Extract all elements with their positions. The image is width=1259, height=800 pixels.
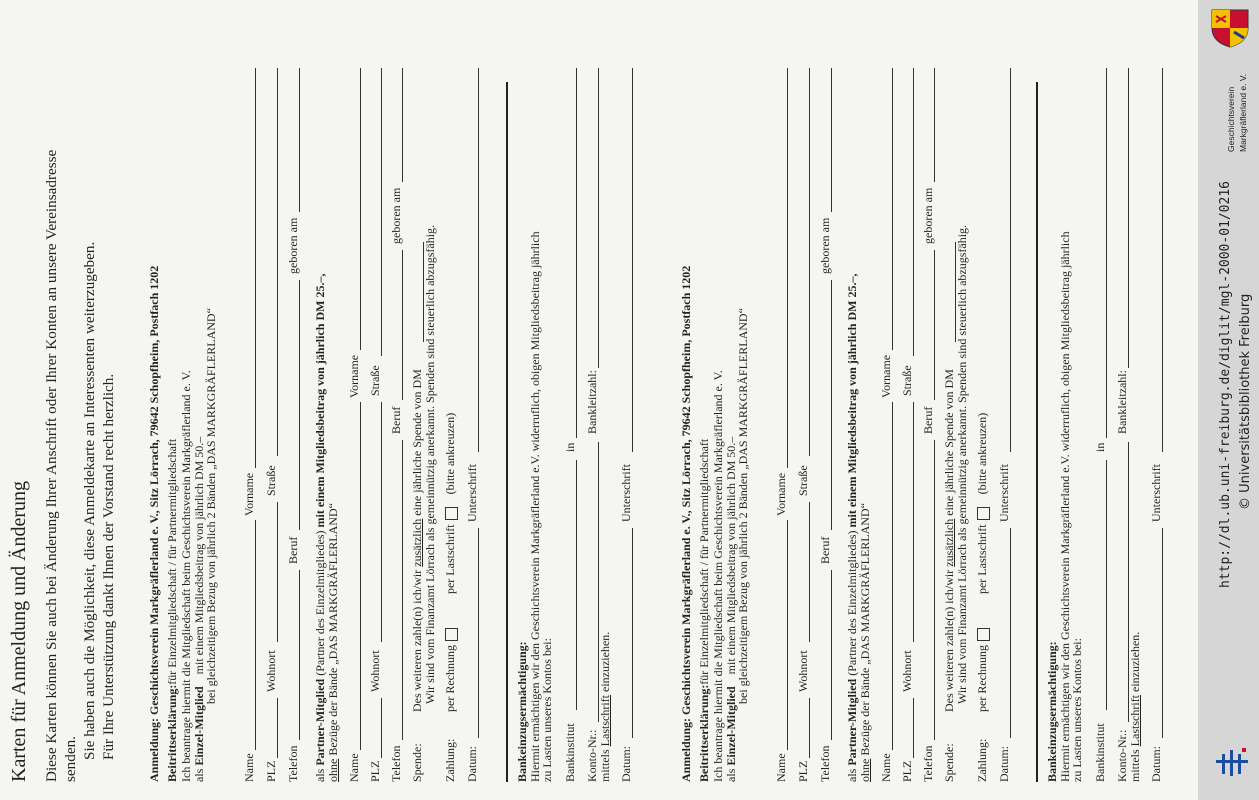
vorname-field[interactable] <box>787 68 788 468</box>
konto-label: Konto-Nr.: <box>585 729 599 782</box>
plz-field[interactable] <box>277 698 278 758</box>
unterschrift-field[interactable] <box>478 68 479 452</box>
beitritt-line: Beitrittserklärung:für Einzelmitgliedschaft / für Partnermitgliedschaft <box>697 438 711 782</box>
document-title: Karten für Anmeldung und Änderung <box>8 480 30 782</box>
partner-beruf-field[interactable] <box>934 250 935 400</box>
bankinstitut-field[interactable] <box>1106 460 1107 710</box>
spende-label: Spende: <box>410 743 424 782</box>
partner-line: als Partner-Mitglied (Partner des Einzelmitgliedes) mit einem Mitgliedsbeitrag von jährlich DM 25.–, <box>313 273 327 782</box>
card-heading: Anmeldung: Geschichtsverein Markgräflerland e. V., Sitz Lörrach, 79642 Schopfheim, Postfach 1202 <box>147 265 161 782</box>
bezug-line: bei gleichzeitigem Bezug von jährlich 2 Bänden „DAS MARKGRÄFLERLAND“ <box>204 308 218 704</box>
ohne-line: ohne Bezüge der Bände „DAS MARKGRÄFLERLAND“ <box>858 503 872 782</box>
per-rechnung-checkbox[interactable] <box>977 628 990 641</box>
geboren-label: geboren am <box>818 217 832 274</box>
per-lastschrift-checkbox[interactable] <box>977 507 990 520</box>
bank-unterschrift-field[interactable] <box>632 68 633 452</box>
partner-strasse-label: Straße <box>900 365 914 396</box>
bank-text-1: Hiermit ermächtigen wir den Geschichtsverein Markgräflerland e.V. widerruflich, obigen Mitgliedsbeitrag jährlich <box>1058 231 1072 782</box>
plz-field[interactable] <box>809 698 810 758</box>
partner-vorname-field[interactable] <box>892 68 893 350</box>
name-field[interactable] <box>255 520 256 750</box>
beruf-field[interactable] <box>299 280 300 530</box>
blz-label: Bankleitzahl: <box>1115 370 1129 434</box>
antrag-line: Ich beantrage hiermit die Mitgliedschaft beim Geschichtsverein Markgräflerland e. V. <box>179 370 193 782</box>
partner-vorname-label: Vorname <box>347 354 361 398</box>
bank-text-2: zu Lasten unseres Kontos bei: <box>540 638 554 782</box>
spende-line-1: Des weiteren zahle(n) ich/wir zusätzlich eine jährliche Spende von DM <box>410 369 424 712</box>
partner-beruf-label: Beruf <box>389 406 403 434</box>
partner-geboren-field[interactable] <box>934 68 935 182</box>
telefon-label: Telefon <box>286 745 300 782</box>
geboren-field[interactable] <box>831 68 832 212</box>
partner-telefon-label: Telefon <box>921 745 935 782</box>
partner-wohnort-field[interactable] <box>381 402 382 642</box>
partner-name-field[interactable] <box>360 402 361 750</box>
name-label: Name <box>774 753 788 782</box>
unterschrift-field[interactable] <box>1010 68 1011 452</box>
in-label: in <box>563 442 577 452</box>
partner-strasse-field[interactable] <box>381 68 382 356</box>
partner-plz-label: PLZ <box>900 760 914 782</box>
blz-label: Bankleitzahl: <box>585 370 599 434</box>
bank-heading: Bankeinzugsermächtigung: <box>1045 641 1059 782</box>
partner-vorname-label: Vorname <box>879 354 893 398</box>
name-field[interactable] <box>787 520 788 750</box>
strasse-label: Straße <box>264 465 278 496</box>
seal-name-line-2: Markgräflerland e. V. <box>1238 73 1248 152</box>
partner-vorname-field[interactable] <box>360 68 361 350</box>
spende-line-2: Wir sind vom Finanzamt Lörrach als gemeinnützig anerkannt. Spenden sind steuerlich abzugsfähig. <box>423 224 437 704</box>
intro-line-4: Für Ihre Unterstützung dankt Ihnen der Vorstand recht herzlich. <box>100 373 117 760</box>
bank-unterschrift-label: Unterschrift <box>619 464 633 522</box>
bezug-line: bei gleichzeitigem Bezug von jährlich 2 Bänden „DAS MARKGRÄFLERLAND“ <box>736 308 750 704</box>
bank-ort-field[interactable] <box>576 68 577 438</box>
datum-label: Datum: <box>997 746 1011 782</box>
unterschrift-label: Unterschrift <box>997 464 1011 522</box>
coat-of-arms-icon <box>1208 8 1252 48</box>
bank-text-2: zu Lasten unseres Kontos bei: <box>1070 638 1084 782</box>
zahlung-options: per Rechnung per Lastschrift (bitte ankreuzen) <box>443 412 457 712</box>
wohnort-field[interactable] <box>277 502 278 642</box>
partner-telefon-label: Telefon <box>389 745 403 782</box>
intro-line-2: senden. <box>62 736 79 782</box>
bank-unterschrift-label: Unterschrift <box>1149 464 1163 522</box>
partner-plz-label: PLZ <box>368 760 382 782</box>
name-label: Name <box>242 753 256 782</box>
library-logo-icon <box>1212 746 1252 780</box>
bank-datum-label: Datum: <box>619 746 633 782</box>
per-rechnung-checkbox[interactable] <box>445 628 458 641</box>
partner-wohnort-label: Wohnort <box>368 650 382 692</box>
plz-label: PLZ <box>264 760 278 782</box>
vorname-field[interactable] <box>255 68 256 468</box>
partner-geboren-label: geboren am <box>921 187 935 244</box>
bank-unterschrift-field[interactable] <box>1162 68 1163 452</box>
wohnort-field[interactable] <box>809 502 810 642</box>
telefon-field[interactable] <box>299 570 300 740</box>
bank-heading: Bankeinzugsermächtigung: <box>515 641 529 782</box>
zahlung-label: Zahlung: <box>443 738 457 782</box>
partner-name-field[interactable] <box>892 402 893 750</box>
source-url[interactable]: http://dl.ub.uni-freiburg.de/diglit/mgl-2000-01/0216 <box>1218 181 1233 588</box>
geboren-field[interactable] <box>299 68 300 212</box>
lastschrift-line: mittels Lastschrift einzuziehen. <box>598 631 612 782</box>
section-divider <box>1036 82 1038 782</box>
telefon-field[interactable] <box>831 570 832 740</box>
partner-line: als Partner-Mitglied (Partner des Einzelmitgliedes) mit einem Mitgliedsbeitrag von jährlich DM 25.–, <box>845 273 859 782</box>
intro-line-3: Sie haben auch die Möglichkeit, diese Anmeldekarte an Interessenten weiterzugeben. <box>81 241 98 760</box>
bankinstitut-field[interactable] <box>576 460 577 710</box>
einzel-line: als Einzel-Mitglied mit einem Mitgliedsbeitrag von jährlich DM 50.– <box>724 436 738 782</box>
intro-line-1: Diese Karten können Sie auch bei Änderung Ihrer Anschrift oder Ihrer Konten an unsere Vereinsadresse <box>43 149 60 782</box>
card-heading: Anmeldung: Geschichtsverein Markgräflerland e. V., Sitz Lörrach, 79642 Schopfheim, Postfach 1202 <box>679 265 693 782</box>
beruf-label: Beruf <box>818 536 832 564</box>
strasse-label: Straße <box>796 465 810 496</box>
datum-field[interactable] <box>1010 528 1011 738</box>
partner-wohnort-field[interactable] <box>913 402 914 642</box>
spende-line-2: Wir sind vom Finanzamt Lörrach als gemeinnützig anerkannt. Spenden sind steuerlich abzugsfähig. <box>955 224 969 704</box>
partner-wohnort-label: Wohnort <box>900 650 914 692</box>
plz-label: PLZ <box>796 760 810 782</box>
partner-plz-field[interactable] <box>381 698 382 758</box>
partner-name-label: Name <box>879 753 893 782</box>
wohnort-label: Wohnort <box>264 650 278 692</box>
bankinstitut-label: Bankinstitut <box>1093 723 1107 782</box>
zahlung-options: per Rechnung per Lastschrift (bitte ankreuzen) <box>975 412 989 712</box>
beruf-field[interactable] <box>831 280 832 530</box>
partner-telefon-field[interactable] <box>402 440 403 740</box>
bankinstitut-label: Bankinstitut <box>563 723 577 782</box>
ohne-line: ohne Bezüge der Bände „DAS MARKGRÄFLERLAND“ <box>326 503 340 782</box>
antrag-line: Ich beantrage hiermit die Mitgliedschaft beim Geschichtsverein Markgräflerland e. V. <box>711 370 725 782</box>
konto-label: Konto-Nr.: <box>1115 729 1129 782</box>
bank-datum-field[interactable] <box>632 528 633 738</box>
partner-strasse-field[interactable] <box>913 68 914 356</box>
strasse-field[interactable] <box>277 68 278 456</box>
seal-name-line-1: Geschichtsverein <box>1226 86 1236 152</box>
bank-datum-label: Datum: <box>1149 746 1163 782</box>
zahlung-label: Zahlung: <box>975 738 989 782</box>
partner-strasse-label: Straße <box>368 365 382 396</box>
section-divider <box>506 82 508 782</box>
beitritt-line: Beitrittserklärung:für Einzelmitgliedschaft / für Partnermitgliedschaft <box>165 438 179 782</box>
partner-plz-field[interactable] <box>913 698 914 758</box>
vorname-label: Vorname <box>774 472 788 516</box>
partner-name-label: Name <box>347 753 361 782</box>
bank-datum-field[interactable] <box>1162 528 1163 738</box>
partner-beruf-field[interactable] <box>402 250 403 400</box>
unterschrift-label: Unterschrift <box>465 464 479 522</box>
in-label: in <box>1093 442 1107 452</box>
copyright-notice: © Universitätsbibliothek Freiburg <box>1238 293 1253 510</box>
blz-field[interactable] <box>598 68 599 368</box>
bank-ort-field[interactable] <box>1106 68 1107 438</box>
bank-text-1: Hiermit ermächtigen wir den Geschichtsverein Markgräflerland e.V. widerruflich, obigen Mitgliedsbeitrag jährlich <box>528 231 542 782</box>
lastschrift-line: mittels Lastschrift einzuziehen. <box>1128 631 1142 782</box>
spende-label: Spende: <box>942 743 956 782</box>
beruf-label: Beruf <box>286 536 300 564</box>
blz-field[interactable] <box>1128 68 1129 368</box>
telefon-label: Telefon <box>818 745 832 782</box>
partner-beruf-label: Beruf <box>921 406 935 434</box>
partner-geboren-label: geboren am <box>389 187 403 244</box>
partner-telefon-field[interactable] <box>934 440 935 740</box>
spende-line-1: Des weiteren zahle(n) ich/wir zusätzlich eine jährliche Spende von DM <box>942 369 956 712</box>
datum-field[interactable] <box>478 528 479 738</box>
per-lastschrift-checkbox[interactable] <box>445 507 458 520</box>
wohnort-label: Wohnort <box>796 650 810 692</box>
partner-geboren-field[interactable] <box>402 68 403 182</box>
strasse-field[interactable] <box>809 68 810 456</box>
einzel-line: als Einzel-Mitglied mit einem Mitgliedsbeitrag von jährlich DM 50.– <box>192 436 206 782</box>
vorname-label: Vorname <box>242 472 256 516</box>
datum-label: Datum: <box>465 746 479 782</box>
geboren-label: geboren am <box>286 217 300 274</box>
